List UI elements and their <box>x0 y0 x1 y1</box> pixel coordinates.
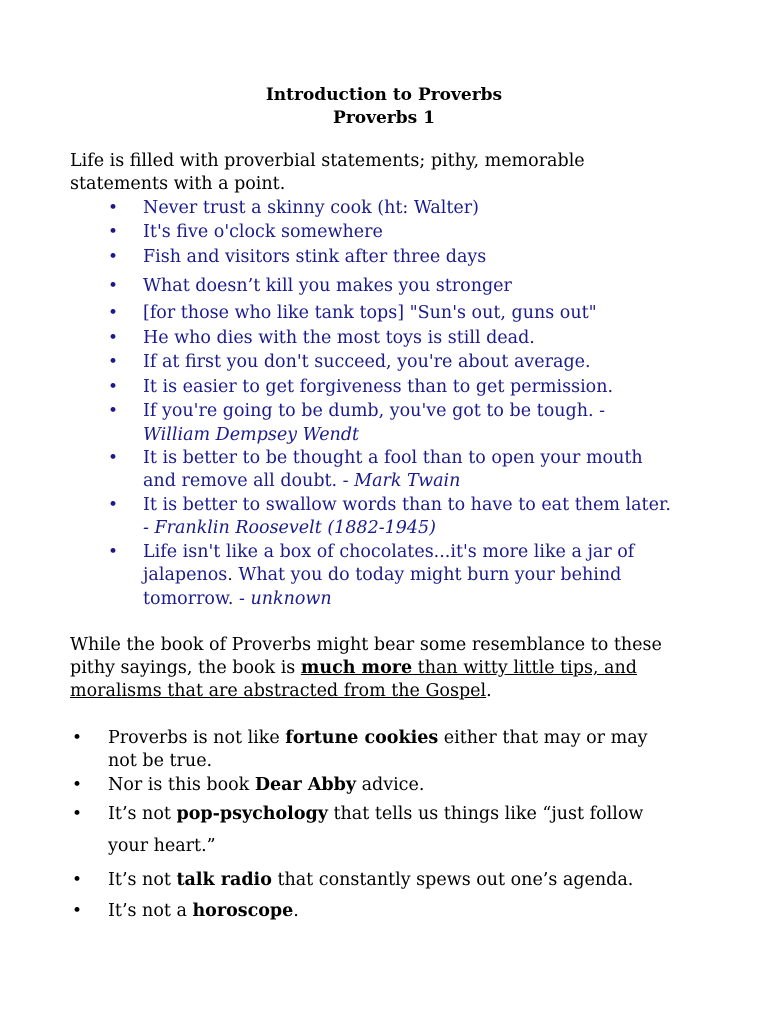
bullet: • <box>108 377 119 397</box>
proverb-text: tomorrow. - <box>143 589 251 609</box>
item-keyword: pop-psychology <box>176 804 328 824</box>
para2-text: pithy sayings, the book is <box>70 658 301 678</box>
item-text: It’s not a <box>108 901 193 921</box>
bullet: • <box>72 775 83 795</box>
list-item <box>108 803 643 826</box>
para2-line-1: While the book of Proverbs might bear some resemblance to these <box>70 635 662 655</box>
proverb-item: It's five o'clock somewhere <box>143 222 383 242</box>
intro-line-1: Life is filled with proverbial statements; pithy, memorable <box>70 151 585 171</box>
para2-line-3 <box>70 680 710 704</box>
proverb-item: It is easier to get forgiveness than to get permission. <box>143 377 614 397</box>
proverb-attribution: unknown <box>250 589 332 609</box>
list-item <box>108 774 424 797</box>
proverb-text: and remove all doubt. - <box>143 471 355 491</box>
item-keyword: horoscope <box>192 901 294 921</box>
proverb-attribution: William Dempsey Wendt <box>143 425 360 445</box>
proverb-attribution: Mark Twain <box>354 471 461 491</box>
item-text: . <box>293 901 299 921</box>
bullet: • <box>108 198 119 218</box>
para2-underlined: than witty little tips, and <box>412 658 637 678</box>
para2-line-2 <box>70 657 710 681</box>
bullet: • <box>72 870 83 890</box>
proverb-item: If you're going to be dumb, you've got to be tough. - <box>143 401 606 421</box>
proverb-item: It is better to be thought a fool than to open your mouth <box>143 448 643 468</box>
bullet: • <box>108 448 119 468</box>
list-item <box>108 900 299 923</box>
list-item-continued: not be true. <box>108 751 213 771</box>
proverb-item: It is better to swallow words than to have to eat them later. <box>143 495 671 515</box>
proverb-item-continued: jalapenos. What you do today might burn your behind <box>143 565 622 585</box>
proverb-item: Never trust a skinny cook (ht: Walter) <box>143 198 479 218</box>
item-text: that constantly spews out one’s agenda. <box>271 870 634 890</box>
item-text: that tells us things like “just follow <box>327 804 644 824</box>
proverb-item: [for those who like tank tops] "Sun's out, guns out" <box>143 303 597 323</box>
proverb-item-continued <box>143 470 460 493</box>
bullet: • <box>108 542 119 562</box>
item-text: It’s not <box>108 804 177 824</box>
item-text: Nor is this book <box>108 775 255 795</box>
item-text: It’s not <box>108 870 177 890</box>
bullet: • <box>72 804 83 824</box>
list-item <box>108 727 648 750</box>
proverb-item-continued <box>143 588 332 611</box>
bullet: • <box>108 303 119 323</box>
page-title: Introduction to Proverbs <box>265 85 503 105</box>
list-item-continued: your heart.” <box>108 836 216 856</box>
proverb-item: Fish and visitors stink after three days <box>143 247 487 267</box>
bullet: • <box>108 352 119 372</box>
item-keyword: fortune cookies <box>285 728 439 748</box>
intro-line-2: statements with a point. <box>70 174 286 194</box>
proverb-attribution: - Franklin Roosevelt (1882-1945) <box>143 518 436 538</box>
list-item <box>108 869 633 892</box>
bullet: • <box>72 901 83 921</box>
bullet: • <box>108 222 119 242</box>
item-text: either that may or may <box>438 728 648 748</box>
item-keyword: Dear Abby <box>254 775 356 795</box>
para2-text: . <box>486 681 492 701</box>
proverb-item: If at first you don't succeed, you're about average. <box>143 352 591 372</box>
item-text: Proverbs is not like <box>108 728 286 748</box>
proverb-item: Life isn't like a box of chocolates...it's more like a jar of <box>143 542 635 562</box>
bullet: • <box>108 247 119 267</box>
bullet: • <box>108 328 119 348</box>
item-text: advice. <box>356 775 425 795</box>
bullet: • <box>108 495 119 515</box>
para2-underlined: moralisms that are abstracted from the Gospel <box>70 681 487 701</box>
proverb-item: He who dies with the most toys is still dead. <box>143 328 535 348</box>
item-keyword: talk radio <box>176 870 272 890</box>
proverb-item: What doesn’t kill you makes you stronger <box>143 276 512 296</box>
page-subtitle: Proverbs 1 <box>333 108 435 128</box>
emphasis-much-more: much more <box>300 658 413 678</box>
bullet: • <box>108 401 119 421</box>
bullet: • <box>108 276 119 296</box>
bullet: • <box>72 728 83 748</box>
